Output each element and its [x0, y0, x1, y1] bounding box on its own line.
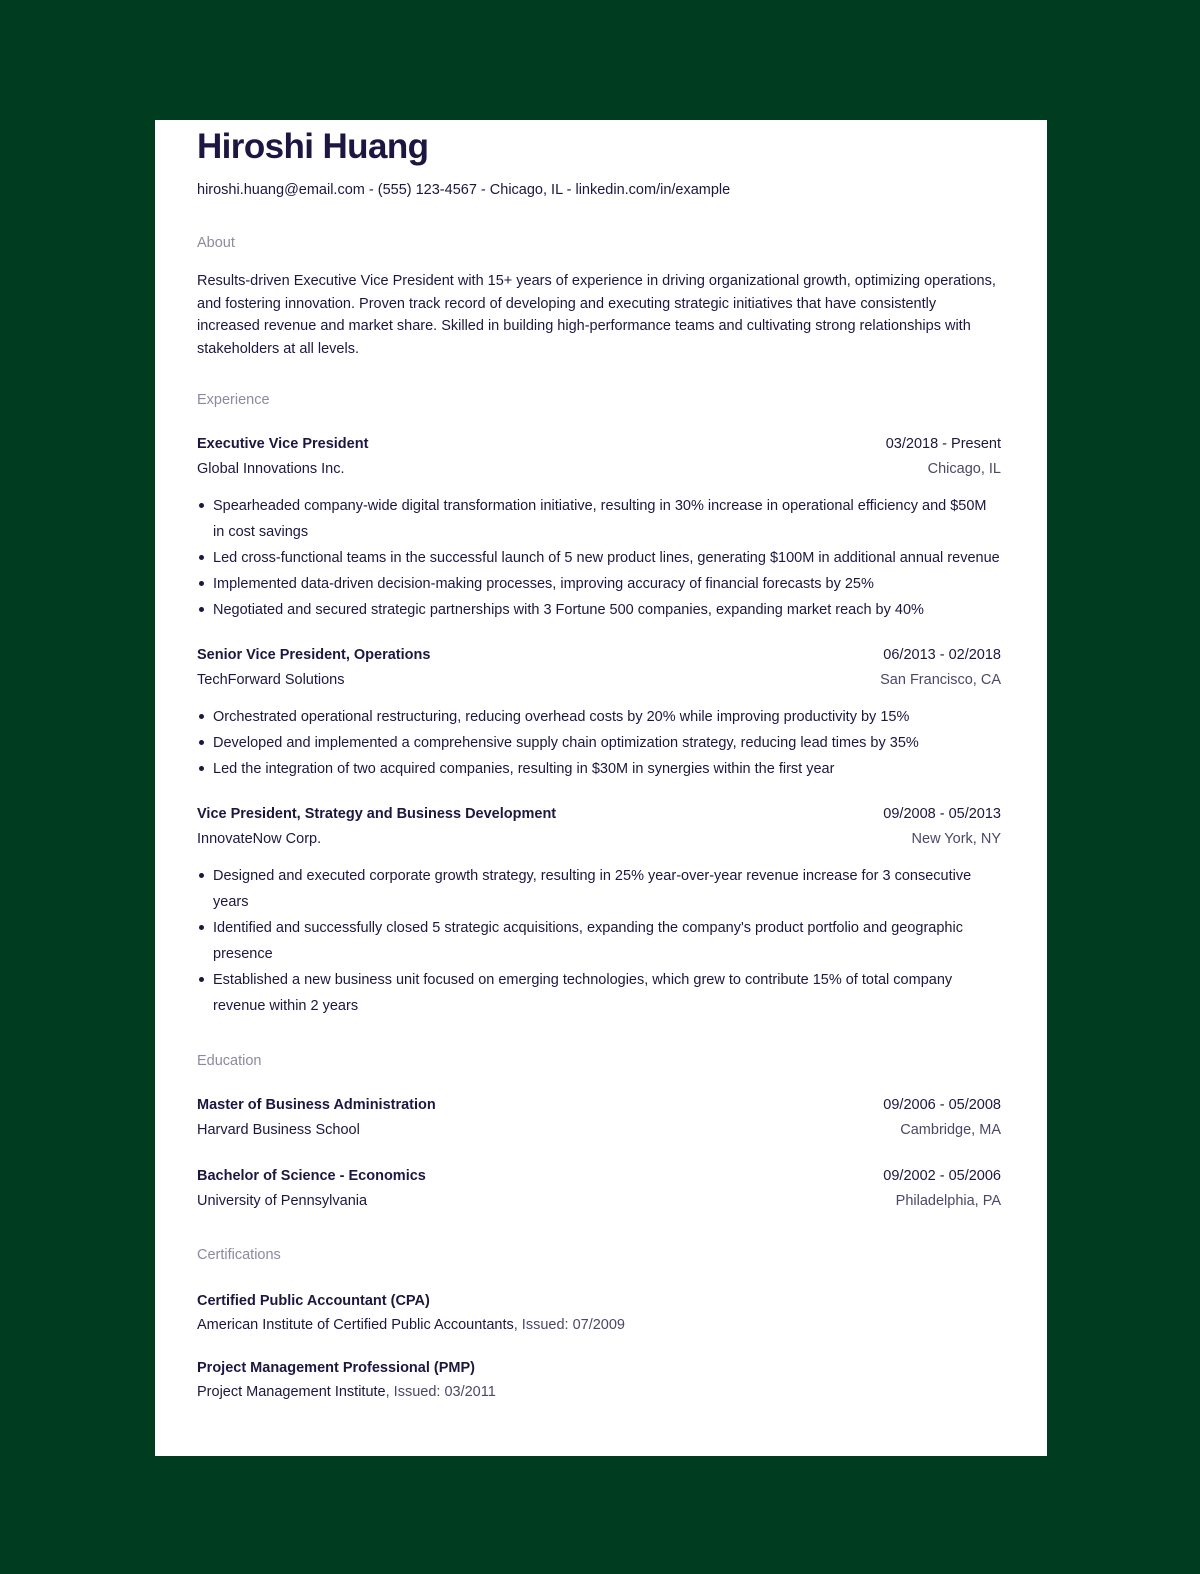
job-title: Vice President, Strategy and Business Development: [197, 806, 557, 823]
list-item: Implemented data-driven decision-making processes, improving accuracy of financial forecasts by 25%: [197, 571, 1001, 597]
experience-entry: [197, 643, 1001, 782]
about-text: Results-driven Executive Vice President with 15+ years of experience in driving organizational growth, optimizing operations, and fostering innovation. Proven track record of developing and executing strategic initiatives that have consistently increased revenue and market share. Skilled in building high-performance teams and cultivating strong relationships with stakeholders at all levels.: [197, 273, 996, 357]
candidate-name: Hiroshi Huang: [197, 127, 429, 166]
job-dates: 09/2008 - 05/2013: [883, 806, 1001, 823]
certification-entry: [197, 1289, 1001, 1337]
job-bullets: [197, 493, 1001, 623]
certification-issued: , Issued: 03/2011: [385, 1384, 496, 1401]
list-item: Designed and executed corporate growth strategy, resulting in 25% year-over-year revenue increase for 3 consecutive years: [197, 863, 1001, 915]
resume-page: [155, 120, 1047, 1456]
list-item: Established a new business unit focused on emerging technologies, which grew to contribute 15% of total company revenue within 2 years: [197, 967, 1001, 1019]
list-item: Led the integration of two acquired companies, resulting in $30M in synergies within the first year: [197, 756, 1001, 782]
certification-name: Project Management Professional (PMP): [197, 1360, 475, 1377]
education-entry: [197, 1093, 1001, 1142]
education-entry: [197, 1164, 1001, 1213]
certification-issued: , Issued: 07/2009: [513, 1317, 625, 1334]
list-item: Developed and implemented a comprehensive supply chain optimization strategy, reducing lead times by 35%: [197, 730, 1001, 756]
experience-heading: Experience: [197, 392, 270, 409]
job-bullets: [197, 863, 1001, 1019]
degree-dates: 09/2006 - 05/2008: [883, 1097, 1001, 1114]
experience-entry: [197, 432, 1001, 623]
certification-org-line: [197, 1313, 1001, 1337]
certification-org: Project Management Institute: [197, 1384, 386, 1401]
certification-name: Certified Public Accountant (CPA): [197, 1293, 430, 1310]
list-item: Identified and successfully closed 5 strategic acquisitions, expanding the company's product portfolio and geographic presence: [197, 915, 1001, 967]
job-company: InnovateNow Corp.: [197, 830, 322, 847]
school-location: Philadelphia, PA: [895, 1192, 1001, 1209]
certifications-heading: Certifications: [197, 1247, 281, 1264]
education-heading: Education: [197, 1053, 262, 1070]
certification-org: American Institute of Certified Public Accountants: [197, 1317, 514, 1334]
degree-title: Bachelor of Science - Economics: [197, 1168, 426, 1185]
job-company: TechForward Solutions: [197, 671, 345, 688]
job-dates: 06/2013 - 02/2018: [883, 647, 1001, 664]
certification-org-line: [197, 1380, 1001, 1404]
contact-line: hiroshi.huang@email.com - (555) 123-4567 - Chicago, IL - linkedin.com/in/example: [197, 182, 731, 198]
degree-dates: 09/2002 - 05/2006: [883, 1168, 1001, 1185]
experience-entry: [197, 802, 1001, 1019]
list-item: Spearheaded company-wide digital transformation initiative, resulting in 30% increase in operational efficiency and $50M in cost savings: [197, 493, 1001, 545]
degree-title: Master of Business Administration: [197, 1097, 436, 1114]
school-name: University of Pennsylvania: [197, 1192, 368, 1209]
list-item: Orchestrated operational restructuring, reducing overhead costs by 20% while improving productivity by 15%: [197, 704, 1001, 730]
job-location: New York, NY: [911, 830, 1001, 847]
job-location: San Francisco, CA: [880, 671, 1001, 688]
list-item: Led cross-functional teams in the successful launch of 5 new product lines, generating $100M in additional annual revenue: [197, 545, 1001, 571]
certification-entry: [197, 1356, 1001, 1404]
job-location: Chicago, IL: [927, 460, 1001, 477]
school-name: Harvard Business School: [197, 1121, 360, 1138]
job-bullets: [197, 704, 1001, 782]
job-dates: 03/2018 - Present: [885, 436, 1001, 453]
job-title: Executive Vice President: [197, 436, 369, 453]
job-title: Senior Vice President, Operations: [197, 647, 431, 664]
list-item: Negotiated and secured strategic partnerships with 3 Fortune 500 companies, expanding market reach by 40%: [197, 597, 1001, 623]
about-heading: About: [197, 235, 235, 251]
school-location: Cambridge, MA: [900, 1121, 1001, 1138]
job-company: Global Innovations Inc.: [197, 460, 345, 477]
